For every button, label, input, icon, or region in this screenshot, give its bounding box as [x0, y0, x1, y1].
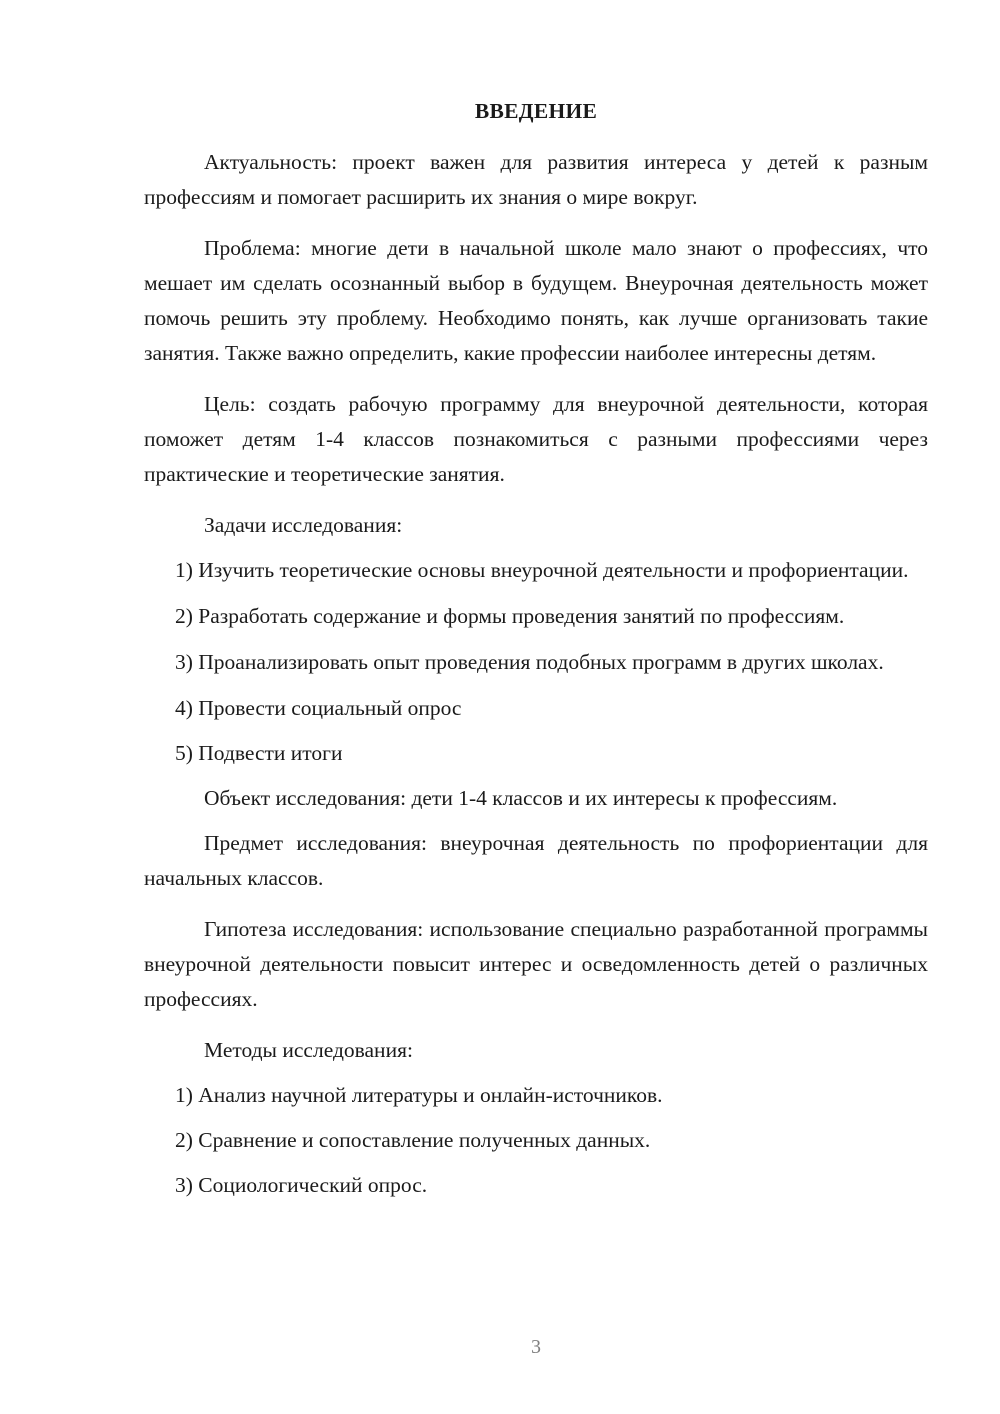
goal-paragraph: Цель: создать рабочую программу для внеурочной деятельности, которая поможет детям 1-4 классов познакомиться с разными профессиями через практические и теоретические занятия.	[144, 392, 928, 486]
task-item-4: 4) Провести социальный опрос	[175, 696, 462, 720]
section-title: ВВЕДЕНИЕ	[474, 99, 598, 123]
method-item-1: 1) Анализ научной литературы и онлайн-источников.	[175, 1083, 663, 1107]
task-item-3: 3) Проанализировать опыт проведения подобных программ в других школах.	[175, 650, 884, 674]
page-number: 3	[531, 1336, 541, 1358]
page-content	[144, 96, 928, 1213]
object-paragraph: Объект исследования: дети 1-4 классов и их интересы к профессиям.	[204, 786, 838, 810]
method-item-3: 3) Социологический опрос.	[175, 1173, 428, 1197]
hypothesis-paragraph: Гипотеза исследования: использование специально разработанной программы внеурочной деятельности повысит интерес и осведомленность детей о различных профессиях.	[144, 917, 928, 1011]
methods-heading: Методы исследования:	[204, 1038, 413, 1062]
task-item-2: 2) Разработать содержание и формы проведения занятий по профессиям.	[175, 604, 845, 628]
task-item-1: 1) Изучить теоретические основы внеурочной деятельности и профориентации.	[175, 558, 909, 582]
method-item-2: 2) Сравнение и сопоставление полученных данных.	[175, 1128, 651, 1152]
subject-paragraph: Предмет исследования: внеурочная деятельность по профориентации для начальных классов.	[144, 831, 928, 890]
task-item-5: 5) Подвести итоги	[175, 741, 343, 765]
relevance-paragraph: Актуальность: проект важен для развития интереса у детей к разным профессиям и помогает расширить их знания о мире вокруг.	[144, 150, 928, 209]
tasks-heading: Задачи исследования:	[204, 513, 403, 537]
problem-paragraph: Проблема: многие дети в начальной школе мало знают о профессиях, что мешает им сделать осознанный выбор в будущем. Внеурочная деятельность может помочь решить эту проблему. Необходимо понять, как лучше организовать такие занятия. Также важно определить, какие профессии наиболее интересны детям.	[144, 236, 928, 365]
